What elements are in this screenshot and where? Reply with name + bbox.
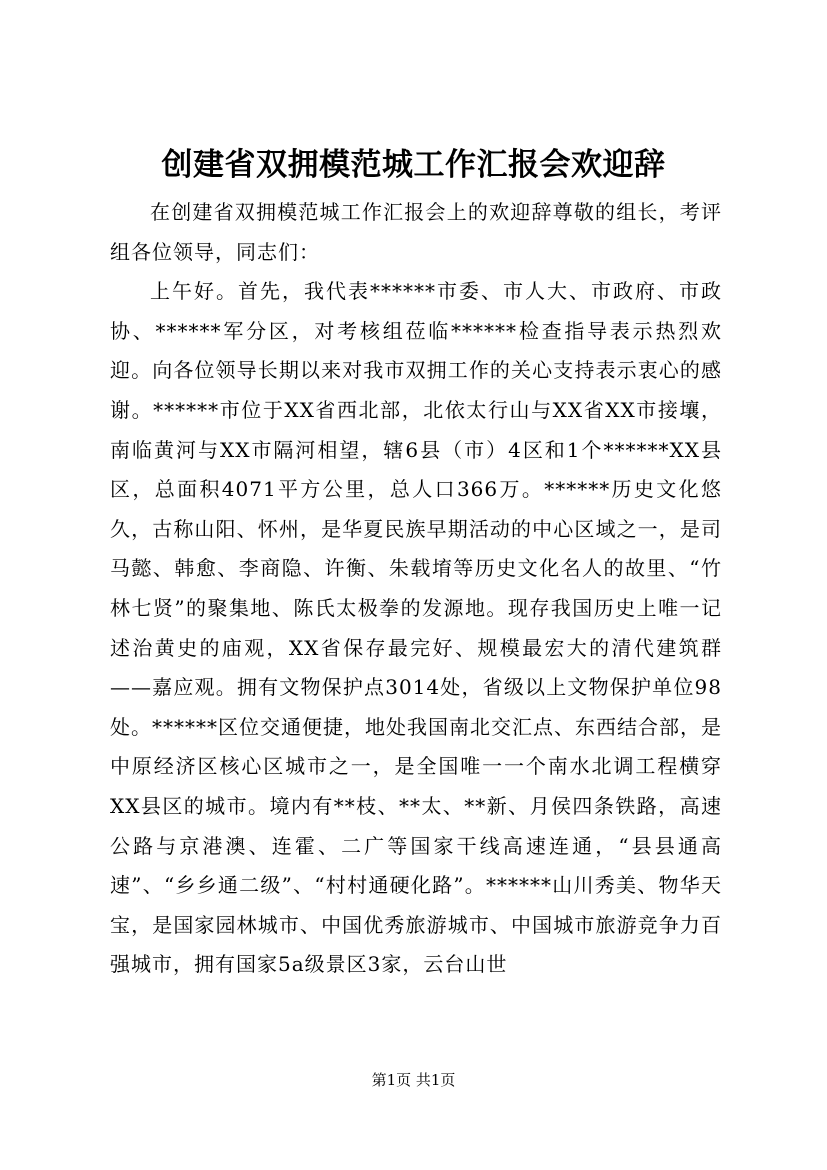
page-footer: 第1页 共1页 xyxy=(371,1071,456,1089)
document-title: 创建省双拥模范城工作汇报会欢迎辞 xyxy=(161,147,666,183)
salutation-paragraph: 在创建省双拥模范城工作汇报会上的欢迎辞尊敬的组长，考评组各位领导，同志们： xyxy=(110,200,722,264)
body-paragraph: 上午好。首先，我代表******市委、市人大、市政府、市政协、******军分区，对考核组莅临******检查指导表示热烈欢迎。向各位领导长期以来对我市双拥工作的关心支持表示衷心的感谢。******市位于XX省西北部，北依太行山与XX省XX市接壤，南临黄河与XX市隔河相望，辖6县（市）4区和1个******XX县区，总面积4071平方公里，总人口366万。******历史文化悠久，古称山阳、怀州，是华夏民族早期活动的中心区域之一，是司马懿、韩愈、李商隐、许衡、朱载堉等历史文化名人的故里、“竹林七贤”的聚集地、陈氏太极拳的发源地。现存我国历史上唯一记述治黄史的庙观，XX省保存最完好、规模最宏大的清代建筑群——嘉应观。拥有文物保护点3014处，省级以上文物保护单位98处。******区位交通便捷，地处我国南北交汇点、东西结合部，是中原经济区核心区城市之一，是全国唯一一个南水北调工程横穿XX县区的城市。境内有**枝、**太、**新、月侯四条铁路，高速公路与京港澳、连霍、二广等国家干线高速连通，“县县通高速”、“乡乡通二级”、“村村通硬化路”。******山川秀美、物华天宝，是国家园林城市、中国优秀旅游城市、中国城市旅游竞争力百强城市，拥有国家5a级景区3家，云台山世 xyxy=(110,279,722,977)
document-body xyxy=(110,193,722,985)
